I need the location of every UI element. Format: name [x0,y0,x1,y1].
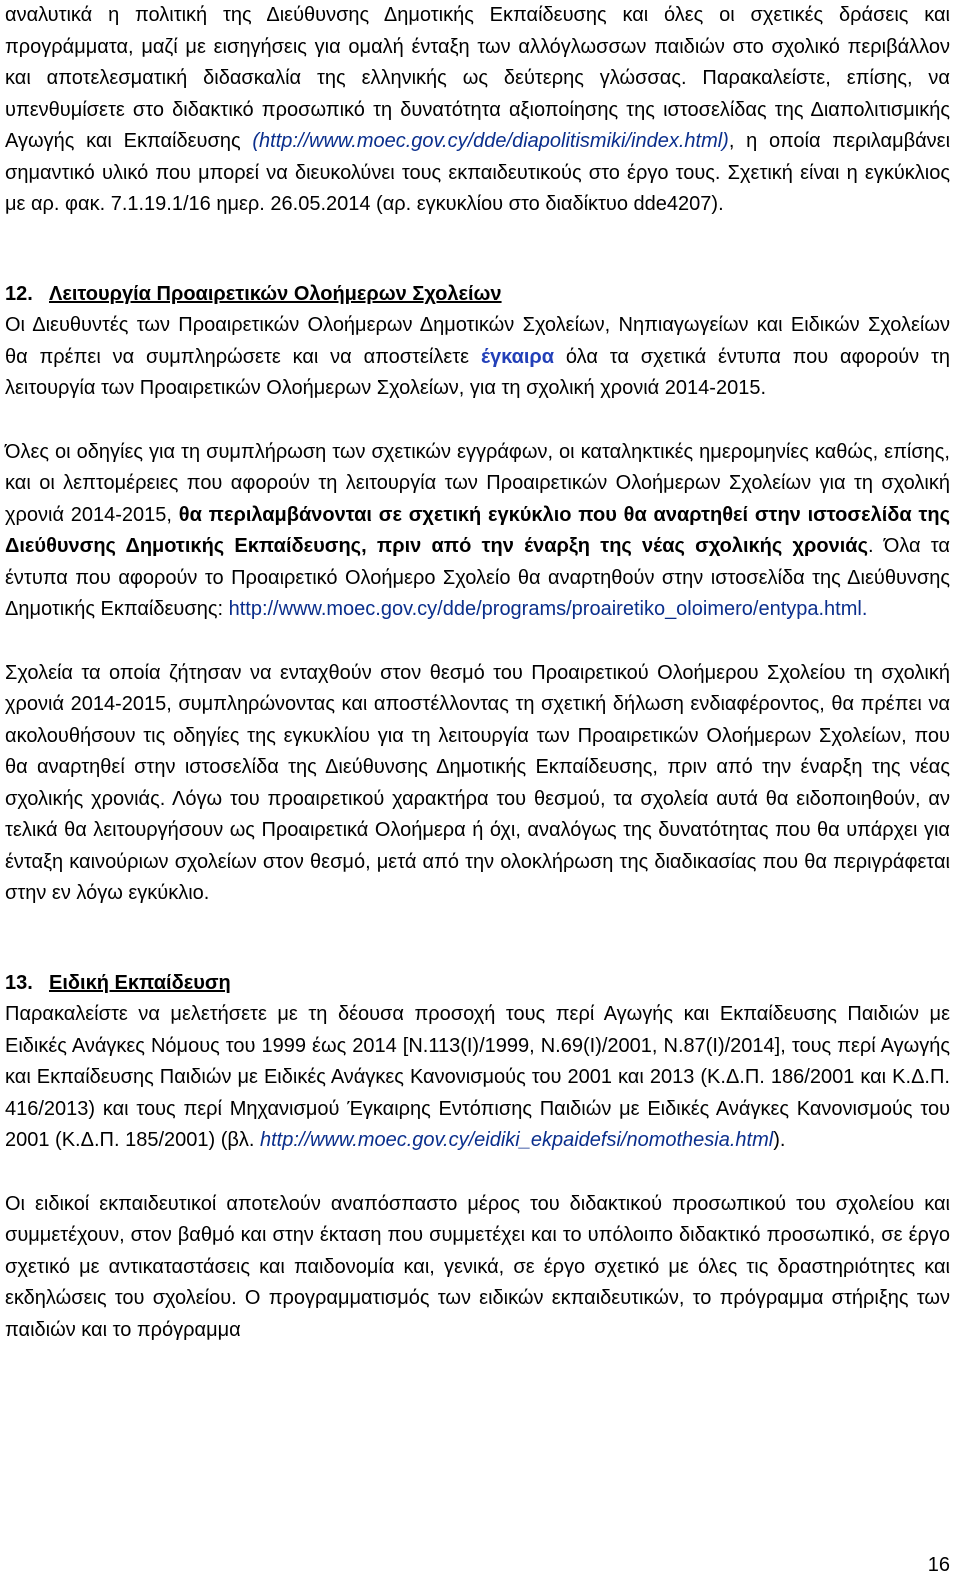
section-12-heading [5,279,950,311]
section-13-heading [5,968,950,1000]
diapolitismiki-link[interactable]: (http://www.moec.gov.cy/dde/diapolitismiki/index.html) [252,130,729,152]
section-12-paragraph-2: Όλες οι οδηγίες για τη συμπλήρωση των σχετικών εγγράφων, οι καταληκτικές ημερομηνίες καθώς, επίσης, και οι λεπτομέρειες που αφορούν τη λειτουργία των Προαιρετικών Ολοήμερων Σχολείων για τη σχολική χρονιά 2014-2015, θα περιλαμβάνονται σε σχετική εγκύκλιο που θα αναρτηθεί στην ιστοσελίδα της Διεύθυνσης Δημοτικής Εκπαίδευσης, πριν από την έναρξη της νέας σχολικής χρονιάς. Όλα τα έντυπα που αφορούν το Προαιρετικό Ολοήμερο Σχολείο θα αναρτηθούν στην ιστοσελίδα της Διεύθυνσης Δημοτικής Εκπαίδευσης: http://www.moec.gov.cy/dde/programs/proairetiko_oloimero/entypa.html. [5,440,950,620]
section-12-paragraph-1: Οι Διευθυντές των Προαιρετικών Ολοήμερων Δημοτικών Σχολείων, Νηπιαγωγείων και Ειδικών Σχολείων θα πρέπει να συμπληρώσετε και να αποστείλετε έγκαιρα όλα τα σχετικά έντυπα που αφορούν τη λειτουργία των Προαιρετικών Ολοήμερων Σχολείων, για τη σχολική χρονιά 2014-2015. [5,314,950,399]
section-13-number: 13. [5,971,33,994]
intro-paragraph: αναλυτικά η πολιτική της Διεύθυνσης Δημοτικής Εκπαίδευσης και όλες οι σχετικές δράσεις και προγράμματα, μαζί με εισηγήσεις για ομαλή ένταξη των αλλόγλωσσων παιδιών στο σχολικό περιβάλλον και αποτελεσματική διδασκαλία της ελληνικής ως δεύτερης γλώσσας. Παρακαλείστε, επίσης, να υπενθυμίσετε στο διδακτικό προσωπικό τη δυνατότητα αξιοποίησης της ιστοσελίδας της Διαπολιτισμικής Αγωγής και Εκπαίδευσης (http://www.moec.gov.cy/dde/diapolitismiki/index.html), η οποία περιλαμβάνει σημαντικό υλικό που μπορεί να διευκολύνει τους εκπαιδευτικούς στο έργο τους. Σχετική είναι η εγκύκλιος με αρ. φακ. 7.1.19.1/16 ημερ. 26.05.2014 (αρ. εγκυκλίου στο διαδίκτυο dde4207). [5,4,951,215]
section-13-paragraph-2: Οι ειδικοί εκπαιδευτικοί αποτελούν αναπόσπαστο μέρος του διδακτικού προσωπικού του σχολείου και συμμετέχουν, στον βαθμό και στην έκταση που συμμετέχει και το υπόλοιπο διδακτικό προσωπικό, σε έργο σχετικό με αντικαταστάσεις και παιδονομία και, γενικά, σε έργο σχετικό με όλες τις δραστηριότητες και εκδηλώσεις του σχολείου. Ο προγραμματισμός των ειδικών εκπαιδευτικών, το πρόγραμμα στήριξης των παιδιών και το πρόγραμμα [5,1192,950,1341]
emphasis-timely: έγκαιρα [480,345,555,368]
section-12-title: Λειτουργία Προαιρετικών Ολοήμερων Σχολείων [49,282,502,305]
nomothesia-link[interactable]: http://www.moec.gov.cy/eidiki_ekpaidefsi/nomothesia.html [260,1129,774,1151]
section-13-paragraph-1: Παρακαλείστε να μελετήσετε με τη δέουσα προσοχή τους περί Αγωγής και Εκπαίδευσης Παιδιών με Ειδικές Ανάγκες Νόμους του 1999 έως 2014 [Ν.113(Ι)/1999, Ν.69(Ι)/2001, Ν.87(Ι)/2014], τους περί Αγωγής και Εκπαίδευσης Παιδιών με Ειδικές Ανάγκες Κανονισμούς του 2001 και 2013 (Κ.Δ.Π. 186/2001 και Κ.Δ.Π. 416/2013) και τους περί Μηχανισμού Έγκαιρης Εντόπισης Παιδιών με Ειδικές Ανάγκες Κανονισμούς του 2001 (Κ.Δ.Π. 185/2001) (βλ. http://www.moec.gov.cy/eidiki_ekpaidefsi/nomothesia.html). [5,1003,950,1151]
section-12-paragraph-3: Σχολεία τα οποία ζήτησαν να ενταχθούν στον θεσμό του Προαιρετικού Ολοήμερου Σχολείου τη σχολική χρονιά 2014-2015, συμπληρώνοντας και αποστέλλοντας τη σχετική δήλωση ενδιαφέροντος, θα πρέπει να ακολουθήσουν τις οδηγίες της εγκυκλίου για τη λειτουργία των Προαιρετικών Ολοήμερων Σχολείων, που θα αναρτηθεί στην ιστοσελίδα της Διεύθυνσης Δημοτικής Εκπαίδευσης, πριν από την έναρξη της νέας σχολικής χρονιάς. Λόγω του προαιρετικού χαρακτήρα του θεσμού, τα σχολεία αυτά θα ειδοποιηθούν, αν τελικά θα λειτουργήσουν ως Προαιρετικά Ολοήμερα ή όχι, αναλόγως της δυνατότητας που θα υπάρχει για ένταξη καινούριων σχολείων στον θεσμό, μετά από την ολοκλήρωση της διαδικασίας που θα περιγράφεται στην εν λόγω εγκύκλιο. [5,661,950,904]
section-13-title: Ειδική Εκπαίδευση [49,971,231,994]
page-number: 16 [927,1554,950,1576]
section-12-number: 12. [5,282,33,305]
bold-notice: θα περιλαμβάνονται σε σχετική εγκύκλιο που θα αναρτηθεί στην ιστοσελίδα της Διεύθυνσης Δημοτικής Εκπαίδευσης, πριν από την έναρξη της νέας σχολικής χρονιάς [5,503,950,557]
entypa-link[interactable]: http://www.moec.gov.cy/dde/programs/proairetiko_oloimero/entypa.html. [228,598,868,620]
